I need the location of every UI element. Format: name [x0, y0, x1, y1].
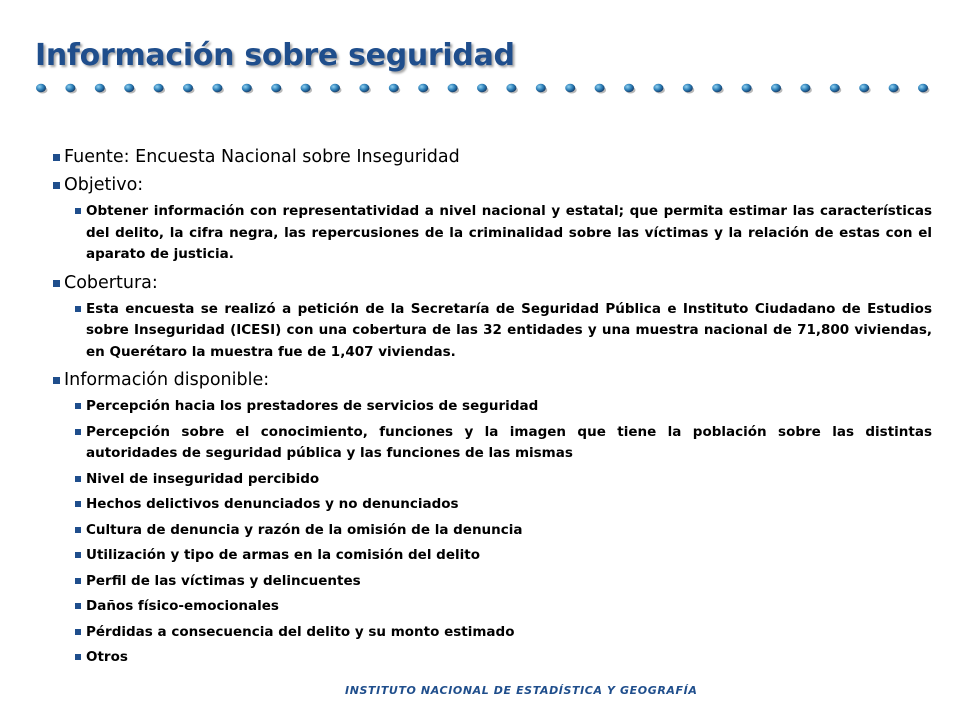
- info-item-text: Percepción sobre el conocimiento, funciones y la imagen que tiene la población sobre las distintas autoridades de seguridad pública y las funciones de las mismas: [86, 423, 932, 461]
- decorative-dot: [683, 84, 693, 92]
- decorative-dot: [301, 84, 311, 92]
- decorative-dot: [595, 84, 605, 92]
- decorative-dot: [359, 84, 369, 92]
- decorative-dot: [418, 84, 428, 92]
- decorative-dot-row: [0, 0, 960, 110]
- decorative-dot: [653, 84, 663, 92]
- objetivo-item: [50, 201, 932, 266]
- footer-institution-name: INSTITUTO NACIONAL DE ESTADÍSTICA Y GEOGRAFÍA: [345, 684, 698, 697]
- square-bullet-icon: [75, 578, 81, 584]
- decorative-dot: [506, 84, 516, 92]
- info-item: [50, 571, 932, 593]
- info-item-text: Daños físico-emocionales: [86, 598, 279, 614]
- decorative-dot: [242, 84, 252, 92]
- decorative-dot: [95, 84, 105, 92]
- decorative-dot: [742, 84, 752, 92]
- bullet-informacion-disponible: [50, 369, 932, 391]
- square-bullet-icon: [53, 377, 60, 384]
- info-item: [50, 469, 932, 491]
- cobertura-item-text: Esta encuesta se realizó a petición de la Secretaría de Seguridad Pública e Instituto Ciudadano de Estudios sobre Inseguridad (ICESI) con una cobertura de las 32 entidades y una muestra nacional de 71,800 viviendas, en Querétaro la muestra fue de 1,407 viviendas.: [86, 300, 932, 360]
- square-bullet-icon: [75, 429, 81, 435]
- square-bullet-icon: [75, 306, 81, 312]
- objetivo-label: Objetivo:: [64, 175, 144, 195]
- info-item: [50, 622, 932, 644]
- square-bullet-icon: [75, 501, 81, 507]
- decorative-dot: [212, 84, 222, 92]
- square-bullet-icon: [53, 154, 60, 161]
- info-item: [50, 647, 932, 669]
- decorative-dot: [448, 84, 458, 92]
- decorative-dot: [712, 84, 722, 92]
- info-item-text: Nivel de inseguridad percibido: [86, 470, 320, 487]
- info-item: [50, 422, 932, 465]
- info-item-text: Cultura de denuncia y razón de la omisión de la denuncia: [86, 521, 523, 538]
- decorative-dot: [800, 84, 810, 92]
- square-bullet-icon: [75, 527, 81, 533]
- decorative-dot: [36, 84, 46, 92]
- decorative-dot: [154, 84, 164, 92]
- info-item: [50, 545, 932, 567]
- info-item-text: Percepción hacia los prestadores de servicios de seguridad: [86, 398, 539, 414]
- square-bullet-icon: [53, 280, 60, 287]
- square-bullet-icon: [75, 654, 81, 660]
- info-item: [50, 396, 932, 418]
- bullet-cobertura: [50, 272, 932, 294]
- bullet-fuente: [50, 146, 932, 168]
- bullet-objetivo: [50, 174, 932, 196]
- decorative-dot: [889, 84, 899, 92]
- info-item-text: Hechos delictivos denunciados y no denunciados: [86, 496, 459, 512]
- decorative-dot: [859, 84, 869, 92]
- decorative-dot: [477, 84, 487, 92]
- info-item-text: Pérdidas a consecuencia del delito y su monto estimado: [86, 623, 515, 640]
- square-bullet-icon: [75, 208, 81, 214]
- info-item-text: Utilización y tipo de armas en la comisión del delito: [86, 547, 480, 563]
- decorative-dot: [918, 84, 928, 92]
- square-bullet-icon: [75, 603, 81, 609]
- square-bullet-icon: [75, 476, 81, 482]
- decorative-dot: [389, 84, 399, 92]
- square-bullet-icon: [75, 403, 81, 409]
- decorative-dot: [536, 84, 546, 92]
- info-item-text: Perfil de las víctimas y delincuentes: [86, 572, 361, 589]
- slide-content: [50, 146, 932, 669]
- info-item: [50, 520, 932, 542]
- informacion-label: Información disponible:: [64, 370, 270, 390]
- decorative-dot: [271, 84, 281, 92]
- fuente-label: Fuente: Encuesta Nacional sobre Inseguridad: [64, 147, 460, 167]
- decorative-dot: [183, 84, 193, 92]
- decorative-dot: [330, 84, 340, 92]
- square-bullet-icon: [53, 182, 60, 189]
- decorative-dot: [624, 84, 634, 92]
- square-bullet-icon: [75, 629, 81, 635]
- decorative-dot: [771, 84, 781, 92]
- square-bullet-icon: [75, 552, 81, 558]
- info-item-text: Otros: [86, 649, 128, 665]
- slide-title: Información sobre seguridad: [35, 38, 515, 73]
- decorative-dot: [565, 84, 575, 92]
- cobertura-label: Cobertura:: [64, 272, 158, 293]
- cobertura-item: [50, 299, 932, 364]
- info-item: [50, 494, 932, 516]
- decorative-dot: [830, 84, 840, 92]
- decorative-dot: [124, 84, 134, 92]
- info-item: [50, 596, 932, 618]
- decorative-dot: [65, 84, 75, 92]
- objetivo-item-text: Obtener información con representatividad a nivel nacional y estatal; que permita estimar las características del delito, la cifra negra, las repercusiones de la criminalidad sobre las víctimas y la relación de estas con el aparato de justicia.: [86, 203, 932, 262]
